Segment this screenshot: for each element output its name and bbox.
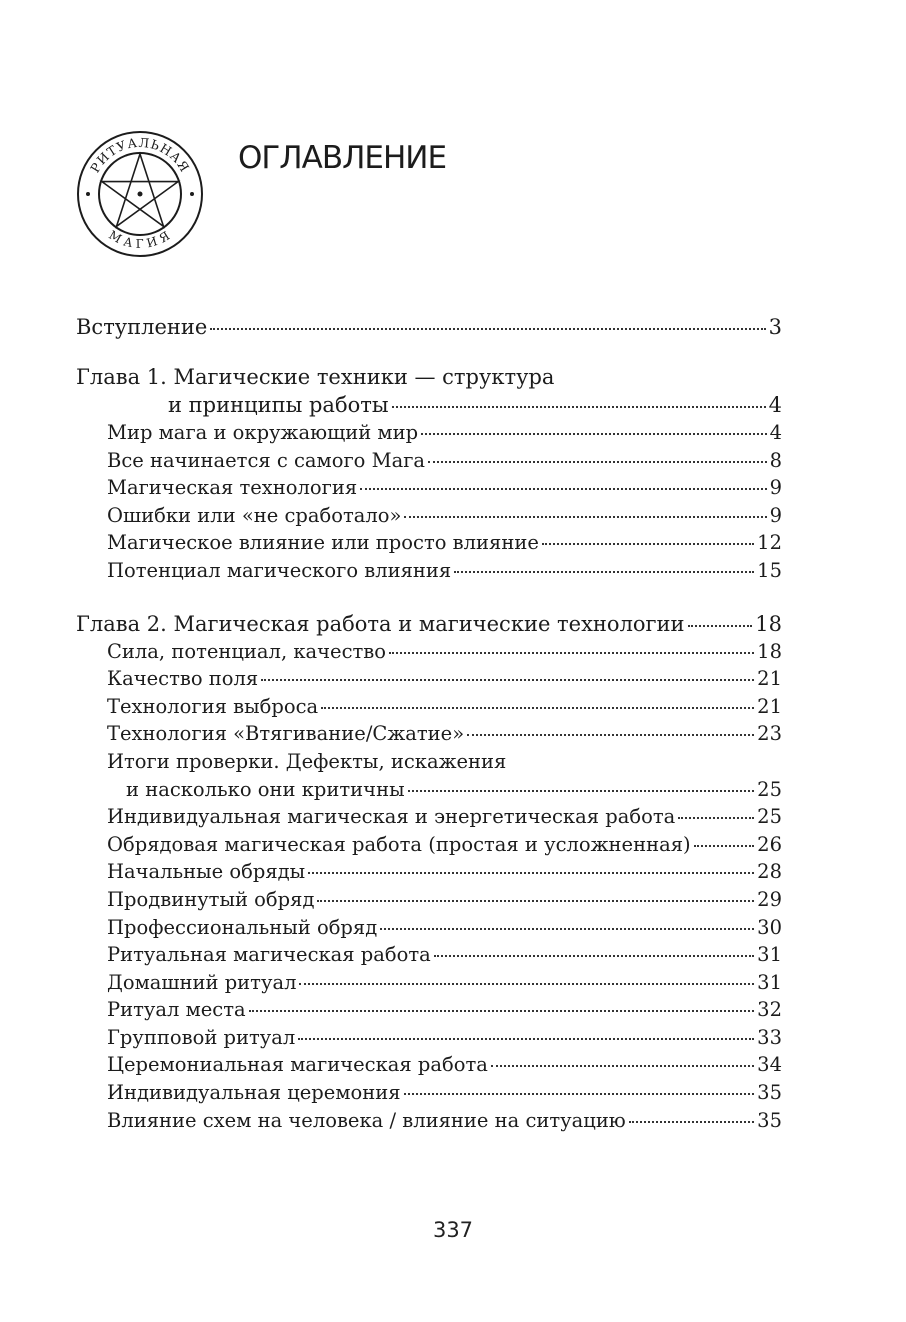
leader-dots bbox=[454, 571, 754, 573]
leader-dots bbox=[629, 1121, 754, 1123]
page-number: 337 bbox=[432, 1218, 474, 1242]
toc-entry-page: 30 bbox=[757, 915, 782, 939]
toc-entry-line1[interactable] bbox=[76, 748, 782, 776]
toc-entry-title: Мир мага и окружающий мир bbox=[107, 421, 419, 444]
toc-entry[interactable] bbox=[76, 914, 782, 942]
toc-entry-page: 15 bbox=[757, 558, 782, 582]
toc-entry-page: 32 bbox=[757, 998, 782, 1022]
toc-entry[interactable] bbox=[76, 1051, 782, 1079]
toc-entry-title: Сила, потенциал, качество bbox=[107, 639, 387, 663]
pentagram-icon bbox=[102, 154, 178, 226]
toc-entry-page: 31 bbox=[757, 943, 782, 967]
toc-entry-title: Обрядовая магическая работа (простая и усложненная) bbox=[107, 832, 691, 856]
toc-entry[interactable] bbox=[76, 941, 782, 969]
leader-dots bbox=[467, 734, 754, 736]
toc-entry-title: Профессиональный обряд bbox=[107, 915, 378, 939]
toc-entry-page: 4 bbox=[768, 393, 782, 417]
toc-entry-title: Индивидуальная церемония bbox=[107, 1081, 401, 1105]
toc-entry-page: 9 bbox=[769, 503, 782, 527]
leader-dots bbox=[542, 543, 754, 545]
toc-entry[interactable] bbox=[76, 638, 782, 666]
toc-entry[interactable] bbox=[76, 419, 782, 447]
toc-entry[interactable] bbox=[76, 447, 782, 475]
toc-entry-title: Вступление bbox=[76, 315, 208, 339]
leader-dots bbox=[404, 1093, 755, 1095]
toc-entry-title: Магическая технология bbox=[107, 476, 358, 500]
leader-dots bbox=[421, 433, 767, 435]
toc-entry-page: 29 bbox=[757, 887, 782, 911]
toc-entry-title: Индивидуальная магическая и энергетическая работа bbox=[107, 805, 676, 829]
logo-top-text: РИТУАЛЬНАЯ bbox=[87, 134, 193, 176]
toc-entry[interactable] bbox=[76, 502, 782, 530]
toc-entry-line2[interactable] bbox=[76, 776, 782, 804]
toc-entry-title: Магическое влияние или просто влияние bbox=[107, 531, 539, 555]
page-title: ОГЛАВЛЕНИЕ bbox=[238, 140, 447, 176]
toc-entry[interactable] bbox=[76, 474, 782, 502]
leader-dots bbox=[408, 790, 755, 792]
toc-entry-title: Групповой ритуал bbox=[107, 1025, 296, 1049]
toc-entry-page: 33 bbox=[757, 1025, 782, 1049]
toc-entry-page: 31 bbox=[757, 970, 782, 994]
toc-chapter-title-cont: и принципы работы bbox=[168, 393, 389, 417]
toc-entry-page: 25 bbox=[757, 777, 782, 801]
toc-entry-page: 3 bbox=[768, 315, 782, 339]
toc-entry-page: 35 bbox=[757, 1081, 782, 1105]
toc-entry-title: Потенциал магического влияния bbox=[107, 558, 452, 582]
leader-dots bbox=[261, 679, 754, 681]
toc-entry[interactable] bbox=[76, 665, 782, 693]
toc-chapter-title: Глава 2. Магическая работа и магические технологии bbox=[76, 611, 685, 636]
toc-entry-page: 12 bbox=[757, 531, 782, 555]
leader-dots bbox=[678, 817, 754, 819]
toc-entry-page: 8 bbox=[769, 448, 782, 472]
leader-dots bbox=[380, 928, 754, 930]
toc-entry-page: 28 bbox=[757, 860, 782, 884]
toc-entry[interactable] bbox=[76, 1079, 782, 1107]
leader-dots bbox=[428, 461, 767, 463]
leader-dots bbox=[360, 488, 766, 490]
leader-dots bbox=[298, 1038, 754, 1040]
toc-entry[interactable] bbox=[76, 803, 782, 831]
toc-entry-page: 34 bbox=[757, 1053, 782, 1077]
toc-chapter-2[interactable] bbox=[76, 610, 782, 638]
toc-chapter-1-line1[interactable] bbox=[76, 363, 782, 391]
toc-entry-page: 26 bbox=[757, 832, 782, 856]
toc-entry[interactable] bbox=[76, 557, 782, 585]
toc-entry-title: Ошибки или «не сработало» bbox=[107, 503, 402, 527]
leader-dots bbox=[321, 707, 754, 709]
leader-dots bbox=[308, 872, 754, 874]
toc-chapter-1-line2[interactable] bbox=[76, 391, 782, 419]
toc-entry-title: Ритуальная магическая работа bbox=[107, 943, 431, 967]
leader-dots bbox=[694, 845, 755, 847]
toc-entry-title: Итоги проверки. Дефекты, искажения bbox=[107, 749, 507, 773]
toc-entry[interactable] bbox=[76, 693, 782, 721]
table-of-contents bbox=[76, 313, 782, 1134]
toc-entry-title: Ритуал места bbox=[107, 998, 246, 1022]
toc-entry-page: 9 bbox=[769, 476, 782, 500]
toc-entry-page: 25 bbox=[757, 805, 782, 829]
toc-entry-page: 18 bbox=[757, 639, 782, 663]
toc-entry-title: Домашний ритуал bbox=[107, 970, 297, 994]
toc-entry-title: Технология выброса bbox=[107, 694, 319, 718]
toc-entry-title-cont: и насколько они критичны bbox=[126, 777, 405, 801]
toc-entry[interactable] bbox=[76, 886, 782, 914]
toc-entry-page: 18 bbox=[755, 611, 782, 636]
toc-entry-title: Технология «Втягивание/Сжатие» bbox=[107, 722, 465, 746]
leader-dots bbox=[392, 406, 766, 408]
toc-entry[interactable] bbox=[76, 1024, 782, 1052]
toc-entry[interactable] bbox=[76, 858, 782, 886]
toc-entry-page: 35 bbox=[757, 1108, 782, 1132]
ritual-magic-logo bbox=[76, 130, 204, 258]
logo-bottom-text: МАГИЯ bbox=[106, 227, 174, 251]
leader-dots bbox=[317, 900, 754, 902]
leader-dots bbox=[404, 516, 766, 518]
leader-dots bbox=[249, 1010, 755, 1012]
svg-text:МАГИЯ bbox=[106, 228, 174, 251]
toc-entry-title: Продвинутый обряд bbox=[107, 887, 315, 911]
toc-entry-intro[interactable] bbox=[76, 313, 782, 341]
leader-dots bbox=[210, 328, 765, 330]
toc-entry[interactable] bbox=[76, 831, 782, 859]
toc-entry-title: Все начинается с самого Мага bbox=[107, 448, 426, 472]
toc-entry[interactable] bbox=[76, 969, 782, 997]
leader-dots bbox=[389, 652, 754, 654]
leader-dots bbox=[299, 983, 754, 985]
toc-entry-page: 23 bbox=[757, 722, 782, 746]
toc-entry-page: 21 bbox=[757, 694, 782, 718]
toc-entry-title: Качество поля bbox=[107, 667, 259, 691]
toc-entry[interactable] bbox=[76, 529, 782, 557]
toc-entry[interactable] bbox=[76, 720, 782, 748]
leader-dots bbox=[434, 955, 754, 957]
toc-entry-title: Церемониальная магическая работа bbox=[107, 1053, 488, 1077]
toc-entry-title: Влияние схем на человека / влияние на ситуацию bbox=[107, 1108, 626, 1132]
leader-dots bbox=[688, 625, 753, 627]
leader-dots bbox=[491, 1065, 754, 1067]
toc-entry-page: 4 bbox=[769, 421, 782, 444]
toc-entry-title: Начальные обряды bbox=[107, 860, 306, 884]
toc-entry[interactable] bbox=[76, 996, 782, 1024]
toc-entry-page: 21 bbox=[757, 667, 782, 691]
toc-chapter-title: Глава 1. Магические техники — структура bbox=[76, 365, 555, 389]
toc-entry[interactable] bbox=[76, 1107, 782, 1135]
